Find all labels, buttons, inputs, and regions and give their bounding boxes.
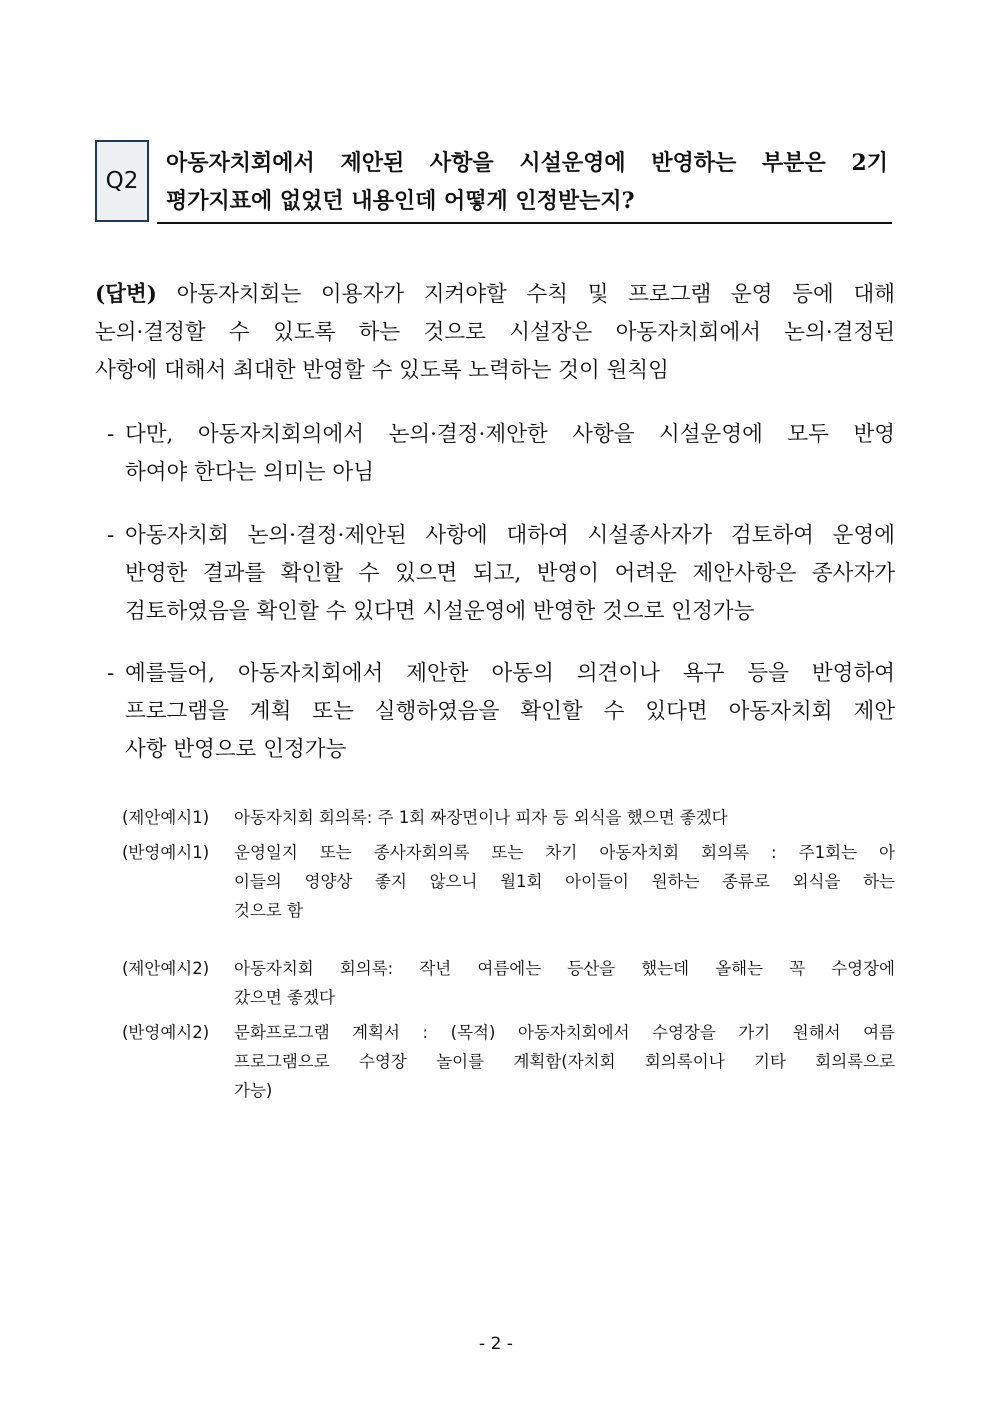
example-line: 이들의 영양상 좋지 않으니 월1회 아이들이 원하는 종류로 외식을 하는 [234,872,895,891]
example-item [122,803,895,832]
example-label: (반영예시2) [122,1023,210,1042]
bullet-line: 검토하였음을 확인할 수 있다면 시설운영에 반영한 것으로 인정가능 [125,599,755,624]
question-header [95,140,892,226]
example-line: 갔으면 좋겠다 [234,988,335,1007]
question-underline [157,222,892,224]
bullet-line: 프로그램을 계획 또는 실행하였음을 확인할 수 있다면 아동자치회 제안 [125,699,895,724]
bullet-line: 아동자치회 논의·결정·제안된 사항에 대하여 시설종사자가 검토하여 운영에 [125,523,895,548]
example-line: 문화프로그램 계획서 : (목적) 아동자치회에서 수영장을 가기 원해서 여름 [234,1023,895,1042]
example-label: (반영예시1) [122,843,210,862]
bullet-dash: - [107,661,115,686]
answer-paragraph [95,276,895,390]
question-title [166,144,888,220]
bullet-line: 반영한 결과를 확인할 수 있으면 되고, 반영이 어려운 제안사항은 종사자가 [125,561,895,586]
example-item [122,954,895,1012]
answer-line: 사항에 대해서 최대한 반영할 수 있도록 노력하는 것이 원칙임 [95,358,669,383]
example-line: 가능) [234,1081,273,1100]
answer-line [95,276,895,314]
question-badge: Q2 [95,140,149,222]
bullet-dash: - [107,422,115,447]
example-line: 것으로 함 [234,901,304,920]
bullet-line: 하여야 한다는 의미는 아님 [125,460,374,485]
example-label: (제안예시1) [122,808,210,827]
answer-label: (답변) [95,282,157,307]
example-item [122,838,895,925]
question-title-line: 평가지표에 없었던 내용인데 어떻게 인정받는지? [166,188,635,214]
example-line: 아동자치회 회의록: 작년 여름에는 등산을 했는데 올해는 꼭 수영장에 [234,959,895,978]
example-item [122,1018,895,1105]
answer-first-line-text: 아동자치회는 이용자가 지켜야할 수칙 및 프로그램 운영 등에 대해 [156,282,895,307]
answer-line: 논의·결정할 수 있도록 하는 것으로 시설장은 아동자치회에서 논의·결정된 [95,320,895,345]
example-line: 아동자치회 회의록: 주 1회 짜장면이나 피자 등 외식을 했으면 좋겠다 [234,808,728,827]
page-number: - 2 - [479,1334,513,1354]
question-title-line: 아동자치회에서 제안된 사항을 시설운영에 반영하는 부분은 2기 [166,150,888,176]
examples-block [122,803,895,1105]
example-line: 프로그램으로 수영장 놀이를 계획함(자치회 회의록이나 기타 회의록으로 [234,1052,895,1071]
bullet-line: 다만, 아동자치회의에서 논의·결정·제안한 사항을 시설운영에 모두 반영 [125,422,895,447]
example-line: 운영일지 또는 종사자회의록 또는 차기 아동자치회 회의록 : 주1회는 아 [234,843,895,862]
bullet-line: 예를들어, 아동자치회에서 제안한 아동의 의견이나 욕구 등을 반영하여 [125,661,895,686]
bullet-line: 사항 반영으로 인정가능 [125,737,347,762]
example-label: (제안예시2) [122,959,210,978]
bullet-dash: - [107,523,115,548]
